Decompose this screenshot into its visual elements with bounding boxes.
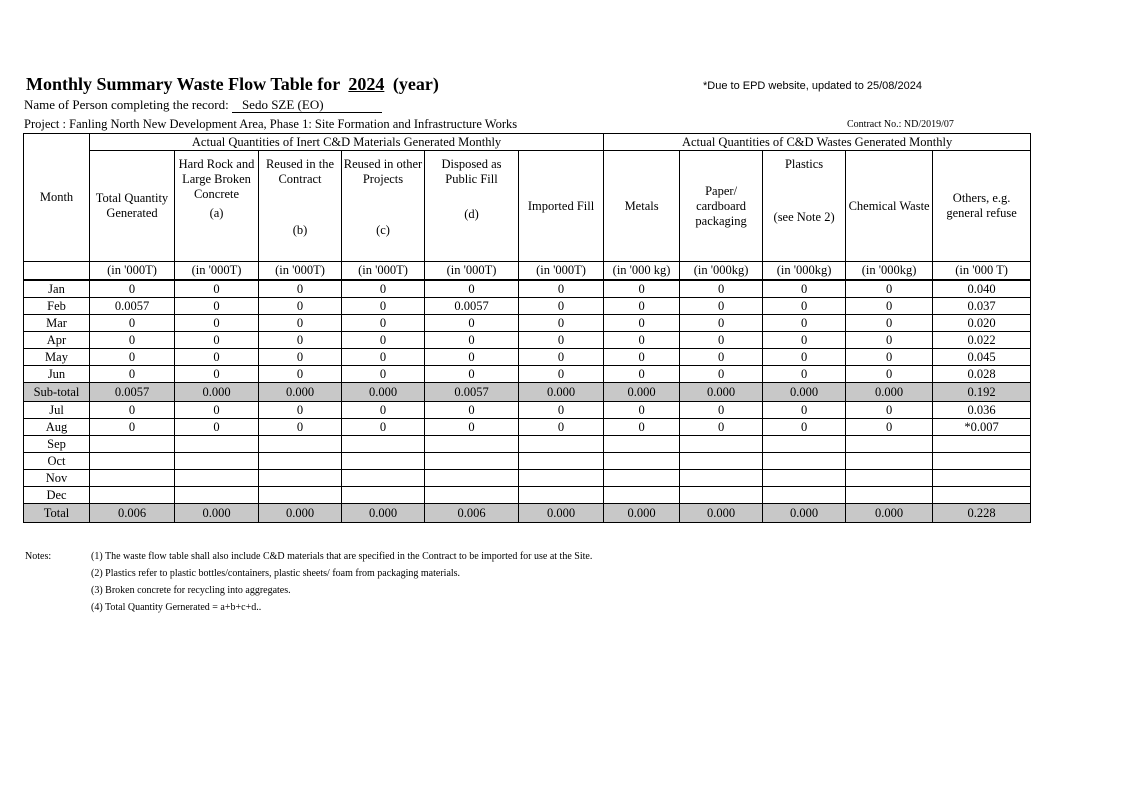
value-cell: 0 [342,332,425,349]
unit-spacer [24,262,90,281]
contract-number: Contract No.: ND/2019/07 [847,119,954,130]
value-cell: 0.000 [846,383,933,402]
value-cell: 0 [519,332,604,349]
column-header: Others, e.g. general refuse [933,151,1031,262]
column-header: Metals [604,151,680,262]
value-cell: 0.045 [933,349,1031,366]
value-cell: 0 [763,280,846,298]
value-cell: 0 [763,366,846,383]
value-cell [680,487,763,504]
column-header [175,151,259,262]
value-cell: 0 [519,402,604,419]
value-cell [519,470,604,487]
value-cell: 0 [90,332,175,349]
value-cell [933,470,1031,487]
value-cell: 0.0057 [425,298,519,315]
value-cell: 0 [680,332,763,349]
column-unit: (in '000kg) [763,262,846,281]
epd-update-note: *Due to EPD website, updated to 25/08/2024 [703,80,922,92]
table-row [24,487,1031,504]
column-label: Reused in other Projects [343,157,423,186]
value-cell [175,470,259,487]
value-cell: 0 [342,298,425,315]
person-label: Name of Person completing the record: [24,97,229,112]
column-unit: (in '000T) [175,262,259,281]
column-unit: (in '000kg) [680,262,763,281]
column-header: Total Quantity Generated [90,151,175,262]
value-cell [342,470,425,487]
table-row [24,366,1031,383]
value-cell [175,487,259,504]
value-cell [933,487,1031,504]
value-cell: 0.000 [175,504,259,523]
month-cell: Sep [24,436,90,453]
month-cell: May [24,349,90,366]
note-item: (4) Total Quantity Gernerated = a+b+c+d.. [91,602,262,613]
value-cell [259,470,342,487]
value-cell: 0 [680,315,763,332]
column-label: Plastics [784,157,824,171]
month-cell: Jan [24,280,90,298]
value-cell: 0 [425,366,519,383]
value-cell [604,470,680,487]
value-cell: 0 [604,332,680,349]
column-sublabel: (d) [464,207,479,221]
column-unit: (in '000T) [425,262,519,281]
value-cell: 0 [519,298,604,315]
value-cell: 0 [259,349,342,366]
column-sublabel: (see Note 2) [773,210,835,224]
value-cell [604,453,680,470]
month-cell: Jun [24,366,90,383]
column-unit: (in '000T) [519,262,604,281]
title-year: 2024 [348,74,385,94]
value-cell: 0.000 [259,504,342,523]
value-cell: 0 [342,349,425,366]
value-cell: 0 [90,419,175,436]
month-cell: Aug [24,419,90,436]
value-cell: 0 [763,349,846,366]
column-label: Hard Rock and Large Broken Concrete [178,157,255,201]
column-sublabel: (c) [376,223,390,237]
value-cell: 0.000 [519,383,604,402]
month-cell: Sub-total [24,383,90,402]
value-cell: 0 [175,419,259,436]
value-cell: 0.028 [933,366,1031,383]
value-cell [933,453,1031,470]
value-cell: 0 [259,419,342,436]
value-cell: 0 [846,419,933,436]
table-row [24,349,1031,366]
value-cell: 0 [259,366,342,383]
value-cell: 0.000 [680,383,763,402]
value-cell: 0 [680,280,763,298]
table-summary-row [24,504,1031,523]
value-cell [175,453,259,470]
value-cell: 0 [425,402,519,419]
value-cell: 0 [680,419,763,436]
value-cell: 0.006 [90,504,175,523]
table-row [24,332,1031,349]
value-cell: 0.0057 [90,298,175,315]
value-cell: 0 [175,366,259,383]
inert-group-header: Actual Quantities of Inert C&D Materials Generated Monthly [90,134,604,151]
value-cell: 0 [425,419,519,436]
column-header [425,151,519,262]
value-cell: 0 [846,332,933,349]
column-header: Paper/ cardboard packaging [680,151,763,262]
column-header [259,151,342,262]
value-cell [763,436,846,453]
value-cell: 0 [604,298,680,315]
month-cell: Dec [24,487,90,504]
value-cell: 0.020 [933,315,1031,332]
value-cell [90,487,175,504]
value-cell: 0.000 [680,504,763,523]
value-cell: 0.036 [933,402,1031,419]
column-header [342,151,425,262]
value-cell: 0 [604,315,680,332]
value-cell: *0.007 [933,419,1031,436]
value-cell [846,436,933,453]
month-cell: Total [24,504,90,523]
column-header: Chemical Waste [846,151,933,262]
value-cell [519,436,604,453]
value-cell: 0 [519,419,604,436]
column-unit: (in '000 T) [933,262,1031,281]
value-cell [763,470,846,487]
value-cell: 0 [763,298,846,315]
project-line: Project : Fanling North New Development Area, Phase 1: Site Formation and Infrastructure Works [24,117,518,131]
value-cell: 0.0057 [90,383,175,402]
title-prefix: Monthly Summary Waste Flow Table for [26,74,340,94]
page-title [26,74,439,95]
value-cell [519,487,604,504]
value-cell: 0 [175,298,259,315]
column-unit: (in '000T) [342,262,425,281]
value-cell: 0 [342,366,425,383]
value-cell [846,453,933,470]
value-cell: 0.000 [519,504,604,523]
table-row [24,419,1031,436]
value-cell [259,453,342,470]
value-cell: 0 [763,419,846,436]
column-header [763,151,846,262]
value-cell [763,453,846,470]
value-cell: 0 [342,315,425,332]
note-item: (1) The waste flow table shall also include C&D materials that are specified in the Contract to be imported for use at the Site. [91,551,593,562]
value-cell: 0 [342,280,425,298]
value-cell: 0 [604,402,680,419]
month-cell: Mar [24,315,90,332]
value-cell: 0.040 [933,280,1031,298]
value-cell: 0 [846,366,933,383]
title-suffix: (year) [392,74,439,94]
value-cell [846,470,933,487]
value-cell: 0.000 [342,504,425,523]
value-cell: 0 [763,402,846,419]
value-cell: 0 [846,280,933,298]
value-cell: 0 [680,366,763,383]
month-cell: Feb [24,298,90,315]
value-cell: 0 [519,366,604,383]
value-cell: 0 [604,280,680,298]
column-unit: (in '000kg) [846,262,933,281]
month-cell: Nov [24,470,90,487]
value-cell: 0 [425,349,519,366]
value-cell: 0.000 [763,504,846,523]
value-cell: 0.000 [846,504,933,523]
value-cell: 0 [680,349,763,366]
value-cell: 0.000 [259,383,342,402]
value-cell [342,487,425,504]
month-cell: Jul [24,402,90,419]
month-header: Month [24,134,90,262]
value-cell [259,487,342,504]
value-cell: 0 [425,315,519,332]
value-cell [933,436,1031,453]
value-cell: 0 [604,419,680,436]
value-cell [342,436,425,453]
value-cell [90,436,175,453]
value-cell [425,453,519,470]
value-cell: 0 [519,280,604,298]
value-cell [604,436,680,453]
notes-label: Notes: [25,551,52,562]
value-cell: 0 [680,402,763,419]
column-header: Imported Fill [519,151,604,262]
value-cell: 0 [259,332,342,349]
value-cell: 0 [846,315,933,332]
person-line [24,97,382,113]
value-cell: 0 [175,315,259,332]
value-cell: 0.006 [425,504,519,523]
value-cell [90,453,175,470]
value-cell: 0 [90,366,175,383]
value-cell [680,453,763,470]
column-unit: (in '000T) [259,262,342,281]
value-cell [519,453,604,470]
month-cell: Oct [24,453,90,470]
value-cell: 0 [604,366,680,383]
value-cell [90,470,175,487]
value-cell: 0 [175,402,259,419]
value-cell [175,436,259,453]
value-cell: 0 [425,332,519,349]
value-cell: 0 [763,332,846,349]
value-cell: 0 [259,315,342,332]
value-cell [425,470,519,487]
value-cell: 0 [259,402,342,419]
value-cell: 0.022 [933,332,1031,349]
table-row [24,315,1031,332]
value-cell: 0 [90,280,175,298]
value-cell: 0 [259,298,342,315]
value-cell: 0 [342,402,425,419]
note-item: (3) Broken concrete for recycling into aggregates. [91,585,291,596]
value-cell: 0 [846,349,933,366]
notes-list [91,551,791,619]
month-cell: Apr [24,332,90,349]
value-cell: 0 [680,298,763,315]
column-label: Disposed as Public Fill [441,157,502,186]
table-row [24,453,1031,470]
value-cell: 0 [604,349,680,366]
value-cell: 0 [519,349,604,366]
value-cell: 0 [846,402,933,419]
value-cell: 0.037 [933,298,1031,315]
value-cell: 0.192 [933,383,1031,402]
value-cell: 0 [90,402,175,419]
column-unit: (in '000 kg) [604,262,680,281]
note-item: (2) Plastics refer to plastic bottles/containers, plastic sheets/ foam from packaging materials. [91,568,461,579]
value-cell [425,487,519,504]
table-row [24,298,1031,315]
table-row [24,280,1031,298]
value-cell [604,487,680,504]
table-row [24,402,1031,419]
value-cell [680,470,763,487]
value-cell: 0 [175,332,259,349]
value-cell: 0 [763,315,846,332]
value-cell: 0.000 [763,383,846,402]
value-cell: 0.228 [933,504,1031,523]
value-cell [680,436,763,453]
value-cell: 0 [425,280,519,298]
waste-group-header: Actual Quantities of C&D Wastes Generated Monthly [604,134,1031,151]
value-cell: 0 [846,298,933,315]
value-cell: 0.0057 [425,383,519,402]
table-summary-row [24,383,1031,402]
person-name: Sedo SZE (EO) [232,98,382,113]
value-cell [342,453,425,470]
value-cell: 0.000 [604,383,680,402]
value-cell: 0 [519,315,604,332]
column-sublabel: (a) [209,206,224,220]
value-cell: 0 [175,349,259,366]
value-cell: 0 [175,280,259,298]
value-cell: 0 [90,349,175,366]
table-row [24,436,1031,453]
value-cell: 0 [259,280,342,298]
value-cell: 0.000 [604,504,680,523]
table-row [24,470,1031,487]
value-cell [763,487,846,504]
column-label: Reused in the Contract [265,157,335,186]
value-cell: 0.000 [175,383,259,402]
value-cell: 0 [342,419,425,436]
column-unit: (in '000T) [90,262,175,281]
value-cell [259,436,342,453]
value-cell [846,487,933,504]
value-cell [425,436,519,453]
waste-flow-table [23,133,1031,523]
value-cell: 0.000 [342,383,425,402]
column-sublabel: (b) [292,223,308,237]
value-cell: 0 [90,315,175,332]
